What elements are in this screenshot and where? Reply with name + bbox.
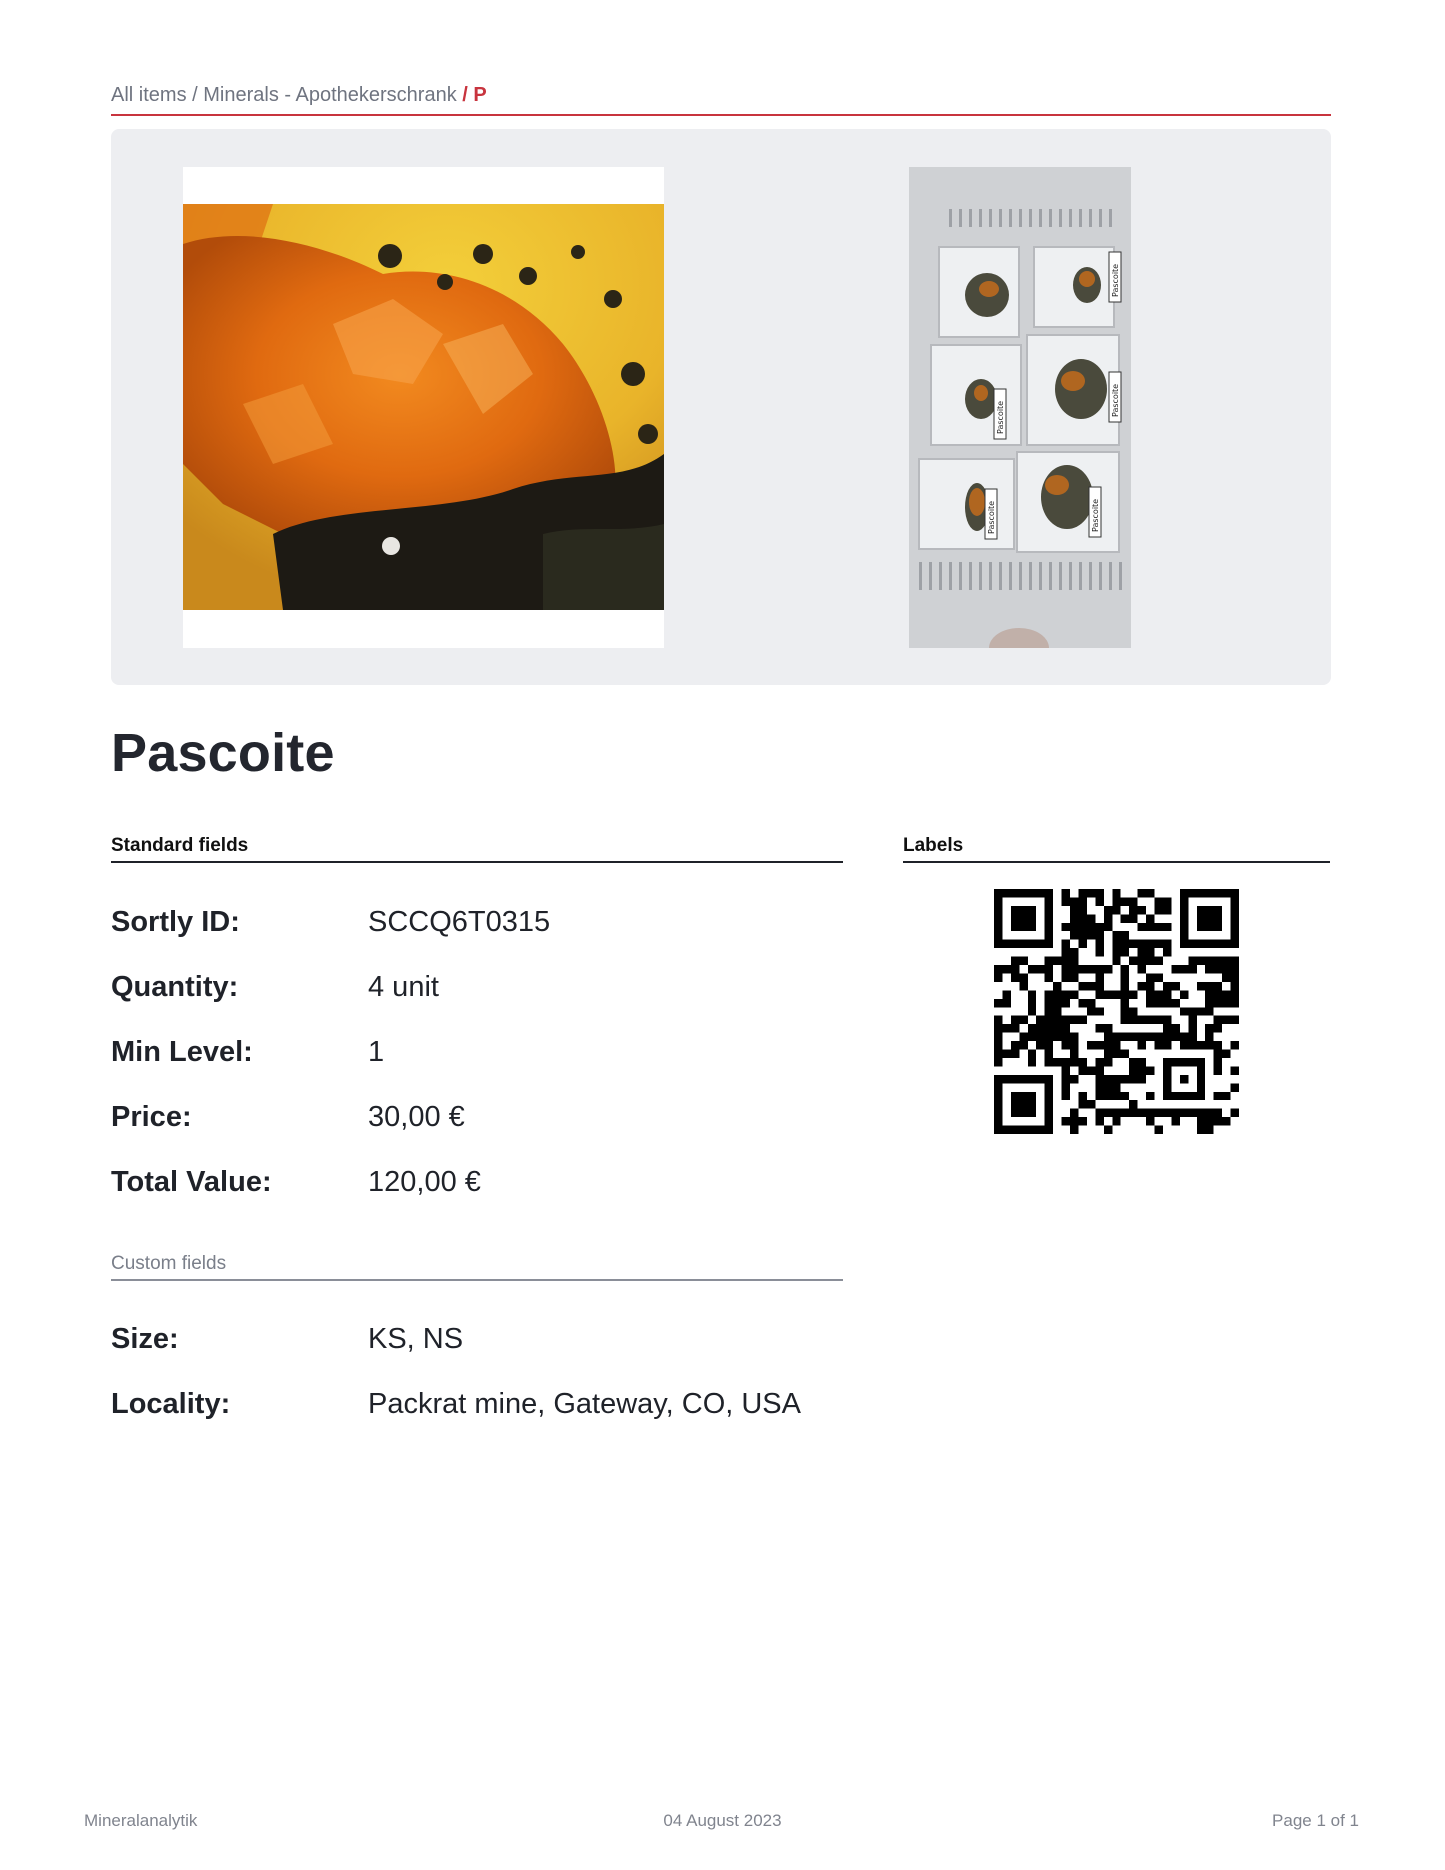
breadcrumb (111, 84, 1331, 116)
labels-heading: Labels (903, 835, 1330, 863)
storage-label: Pascoite (996, 400, 1005, 434)
storage-label: Pascoite (1091, 498, 1100, 532)
field-value: 4 unit (368, 971, 439, 1003)
field-label: Quantity: (111, 971, 239, 1003)
field-value: 30,00 € (368, 1101, 465, 1133)
breadcrumb-separator: / (462, 84, 468, 106)
field-label: Size: (111, 1323, 179, 1355)
storage-label: Pascoite (1111, 383, 1120, 417)
mineral-closeup-image (183, 204, 664, 610)
breadcrumb-all-items[interactable]: All items (111, 84, 187, 106)
field-value: SCCQ6T0315 (368, 906, 551, 938)
field-label: Sortly ID: (111, 906, 240, 938)
field-label: Locality: (111, 1388, 231, 1420)
field-value: Packrat mine, Gateway, CO, USA (368, 1388, 801, 1420)
breadcrumb-separator: / (192, 84, 198, 106)
field-row-locality (111, 1388, 843, 1428)
field-row-min-level (111, 1036, 843, 1076)
footer-page-number: Page 1 of 1 (1272, 1811, 1359, 1830)
custom-fields-heading: Custom fields (111, 1253, 843, 1281)
storage-drawer-photo[interactable] (909, 167, 1131, 648)
breadcrumb-category[interactable]: Minerals - Apothekerschrank (203, 84, 457, 106)
footer-company: Mineralanalytik (84, 1811, 198, 1830)
field-row-size (111, 1323, 843, 1363)
field-row-price (111, 1101, 843, 1141)
storage-label: Pascoite (1111, 263, 1120, 297)
storage-label: Pascoite (987, 500, 996, 534)
field-label: Total Value: (111, 1166, 272, 1198)
qr-code (994, 889, 1239, 1134)
field-row-quantity (111, 971, 843, 1011)
field-row-total-value (111, 1166, 843, 1206)
storage-drawer-image (909, 167, 1131, 648)
footer-date: 04 August 2023 (663, 1811, 782, 1830)
field-row-sortly-id (111, 906, 843, 946)
item-title: Pascoite (111, 723, 335, 783)
field-value: 120,00 € (368, 1166, 481, 1198)
mineral-photo[interactable] (183, 167, 664, 648)
field-value: 1 (368, 1036, 385, 1068)
field-label: Min Level: (111, 1036, 253, 1068)
field-label: Price: (111, 1101, 192, 1133)
breadcrumb-current[interactable]: P (473, 84, 487, 106)
photo-gallery (111, 129, 1331, 685)
field-value: KS, NS (368, 1323, 464, 1355)
standard-fields-heading: Standard fields (111, 835, 843, 863)
qr-code-image (994, 889, 1239, 1134)
